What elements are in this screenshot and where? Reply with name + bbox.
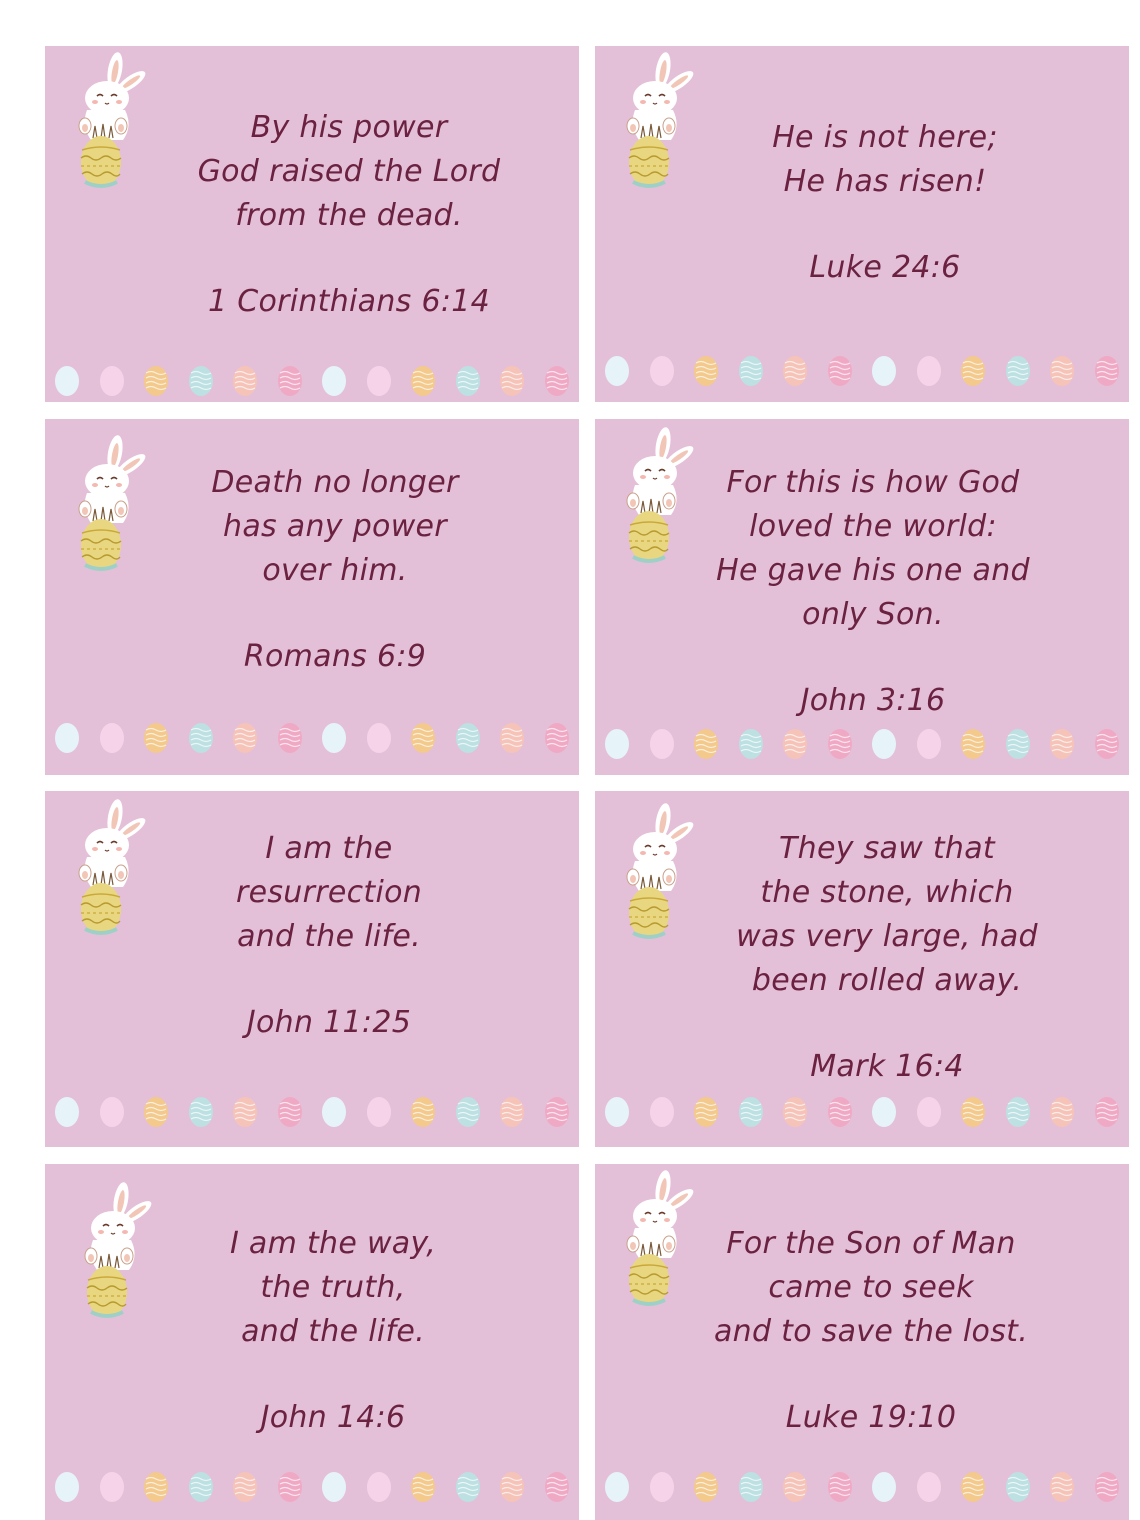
egg-border bbox=[53, 721, 571, 755]
easter-egg-icon bbox=[98, 721, 126, 755]
verse-card bbox=[45, 419, 579, 775]
verse-text bbox=[149, 106, 549, 324]
verse-reference: Romans 6:9 bbox=[243, 639, 427, 674]
verse-reference: Luke 24:6 bbox=[809, 250, 961, 285]
easter-egg-icon bbox=[915, 727, 943, 761]
easter-egg-icon bbox=[320, 364, 348, 398]
easter-egg-icon bbox=[826, 727, 854, 761]
easter-egg-icon bbox=[915, 1095, 943, 1129]
easter-egg-icon bbox=[1048, 727, 1076, 761]
easter-egg-icon bbox=[454, 1470, 482, 1504]
easter-egg-icon bbox=[1093, 1470, 1121, 1504]
verse-line: and the life. bbox=[241, 1314, 425, 1349]
easter-egg-icon bbox=[498, 1470, 526, 1504]
easter-egg-icon bbox=[1004, 727, 1032, 761]
verse-card bbox=[45, 791, 579, 1147]
easter-egg-icon bbox=[142, 1095, 170, 1129]
easter-egg-icon bbox=[498, 721, 526, 755]
bunny-on-egg-icon bbox=[59, 50, 151, 192]
verse-reference: Mark 16:4 bbox=[810, 1049, 964, 1084]
easter-egg-icon bbox=[870, 354, 898, 388]
verse-card bbox=[595, 1164, 1129, 1520]
easter-egg-icon bbox=[692, 727, 720, 761]
easter-egg-icon bbox=[320, 1095, 348, 1129]
easter-egg-icon bbox=[276, 1095, 304, 1129]
verse-text bbox=[685, 116, 1085, 290]
verse-reference: John 11:25 bbox=[246, 1005, 412, 1040]
easter-egg-icon bbox=[231, 1470, 259, 1504]
easter-egg-icon bbox=[320, 1470, 348, 1504]
easter-egg-icon bbox=[454, 364, 482, 398]
easter-egg-icon bbox=[1004, 1095, 1032, 1129]
easter-egg-icon bbox=[915, 354, 943, 388]
easter-egg-icon bbox=[276, 1470, 304, 1504]
easter-egg-icon bbox=[692, 354, 720, 388]
easter-egg-icon bbox=[454, 1095, 482, 1129]
easter-egg-icon bbox=[53, 1095, 81, 1129]
easter-egg-icon bbox=[142, 364, 170, 398]
easter-egg-icon bbox=[409, 1470, 437, 1504]
verse-line: came to seek bbox=[768, 1270, 974, 1305]
verse-line: He has risen! bbox=[783, 164, 987, 199]
verse-line: over him. bbox=[262, 553, 408, 588]
easter-egg-icon bbox=[692, 1470, 720, 1504]
verse-line: For the Son of Man bbox=[726, 1226, 1016, 1261]
easter-egg-icon bbox=[692, 1095, 720, 1129]
verse-card bbox=[45, 46, 579, 402]
easter-egg-icon bbox=[53, 721, 81, 755]
verse-line: has any power bbox=[223, 509, 447, 544]
easter-egg-icon bbox=[187, 721, 215, 755]
easter-egg-icon bbox=[231, 721, 259, 755]
verse-line: I am the bbox=[265, 831, 393, 866]
verse-line: They saw that bbox=[779, 831, 995, 866]
verse-line: Death no longer bbox=[211, 465, 459, 500]
easter-egg-icon bbox=[648, 354, 676, 388]
verse-line: was very large, had bbox=[736, 919, 1038, 954]
easter-egg-icon bbox=[648, 727, 676, 761]
verse-text bbox=[661, 1222, 1081, 1440]
easter-egg-icon bbox=[737, 1470, 765, 1504]
easter-egg-icon bbox=[187, 364, 215, 398]
easter-egg-icon bbox=[1004, 1470, 1032, 1504]
easter-egg-icon bbox=[1093, 354, 1121, 388]
easter-egg-icon bbox=[498, 364, 526, 398]
verse-text bbox=[133, 1222, 533, 1440]
verse-line: been rolled away. bbox=[751, 963, 1023, 998]
easter-egg-icon bbox=[320, 721, 348, 755]
easter-egg-icon bbox=[737, 1095, 765, 1129]
verse-text bbox=[685, 827, 1089, 1089]
egg-border bbox=[603, 1470, 1121, 1504]
verse-card bbox=[595, 46, 1129, 402]
verse-line: loved the world: bbox=[749, 509, 997, 544]
easter-egg-icon bbox=[142, 1470, 170, 1504]
easter-egg-icon bbox=[603, 727, 631, 761]
easter-egg-icon bbox=[915, 1470, 943, 1504]
verse-line: and to save the lost. bbox=[713, 1314, 1029, 1349]
easter-egg-icon bbox=[781, 727, 809, 761]
verse-line: only Son. bbox=[802, 597, 944, 632]
easter-egg-icon bbox=[737, 354, 765, 388]
easter-egg-icon bbox=[826, 1470, 854, 1504]
easter-egg-icon bbox=[409, 1095, 437, 1129]
easter-egg-icon bbox=[870, 1095, 898, 1129]
easter-egg-icon bbox=[781, 1470, 809, 1504]
easter-egg-icon bbox=[543, 721, 571, 755]
easter-egg-icon bbox=[603, 1470, 631, 1504]
verse-line: He gave his one and bbox=[716, 553, 1030, 588]
verse-text bbox=[671, 461, 1075, 723]
easter-egg-icon bbox=[187, 1095, 215, 1129]
verse-line: and the life. bbox=[237, 919, 421, 954]
easter-egg-icon bbox=[870, 727, 898, 761]
easter-egg-icon bbox=[603, 354, 631, 388]
easter-egg-icon bbox=[870, 1470, 898, 1504]
easter-egg-icon bbox=[365, 1470, 393, 1504]
easter-egg-icon bbox=[53, 1470, 81, 1504]
verse-card bbox=[45, 1164, 579, 1520]
easter-egg-icon bbox=[1093, 727, 1121, 761]
easter-egg-icon bbox=[53, 364, 81, 398]
easter-egg-icon bbox=[365, 721, 393, 755]
verse-line: I am the way, bbox=[229, 1226, 437, 1261]
verse-line: the stone, which bbox=[760, 875, 1014, 910]
easter-egg-icon bbox=[1004, 354, 1032, 388]
easter-egg-icon bbox=[648, 1095, 676, 1129]
easter-egg-icon bbox=[543, 1095, 571, 1129]
verse-line: By his power bbox=[250, 110, 448, 145]
verse-line: resurrection bbox=[235, 875, 423, 910]
easter-egg-icon bbox=[498, 1095, 526, 1129]
easter-egg-icon bbox=[365, 1095, 393, 1129]
easter-egg-icon bbox=[737, 727, 765, 761]
easter-egg-icon bbox=[98, 364, 126, 398]
verse-line: the truth, bbox=[260, 1270, 406, 1305]
easter-egg-icon bbox=[1048, 354, 1076, 388]
verse-card bbox=[595, 791, 1129, 1147]
verse-card bbox=[595, 419, 1129, 775]
easter-egg-icon bbox=[187, 1470, 215, 1504]
verse-text bbox=[129, 827, 529, 1045]
verse-reference: John 14:6 bbox=[260, 1400, 406, 1435]
easter-egg-icon bbox=[409, 364, 437, 398]
easter-egg-icon bbox=[409, 721, 437, 755]
verse-reference: John 3:16 bbox=[800, 683, 946, 718]
verse-reference: Luke 19:10 bbox=[785, 1400, 957, 1435]
verse-line: He is not here; bbox=[772, 120, 998, 155]
easter-egg-icon bbox=[543, 1470, 571, 1504]
easter-egg-icon bbox=[276, 721, 304, 755]
egg-border bbox=[603, 727, 1121, 761]
verse-line: For this is how God bbox=[726, 465, 1020, 500]
easter-egg-icon bbox=[98, 1470, 126, 1504]
egg-border bbox=[53, 1470, 571, 1504]
easter-egg-icon bbox=[454, 721, 482, 755]
easter-egg-icon bbox=[781, 354, 809, 388]
egg-border bbox=[53, 364, 571, 398]
easter-egg-icon bbox=[959, 727, 987, 761]
easter-egg-icon bbox=[648, 1470, 676, 1504]
easter-egg-icon bbox=[826, 354, 854, 388]
verse-reference: 1 Corinthians 6:14 bbox=[207, 284, 491, 319]
easter-egg-icon bbox=[1048, 1470, 1076, 1504]
easter-egg-icon bbox=[959, 1095, 987, 1129]
easter-egg-icon bbox=[142, 721, 170, 755]
egg-border bbox=[53, 1095, 571, 1129]
verse-line: God raised the Lord bbox=[197, 154, 501, 189]
easter-egg-icon bbox=[365, 364, 393, 398]
easter-egg-icon bbox=[231, 1095, 259, 1129]
easter-egg-icon bbox=[1048, 1095, 1076, 1129]
egg-border bbox=[603, 1095, 1121, 1129]
easter-egg-icon bbox=[603, 1095, 631, 1129]
easter-egg-icon bbox=[1093, 1095, 1121, 1129]
easter-egg-icon bbox=[959, 354, 987, 388]
easter-egg-icon bbox=[781, 1095, 809, 1129]
easter-egg-icon bbox=[98, 1095, 126, 1129]
easter-egg-icon bbox=[543, 364, 571, 398]
easter-egg-icon bbox=[959, 1470, 987, 1504]
verse-text bbox=[135, 461, 535, 679]
verse-line: from the dead. bbox=[235, 198, 463, 233]
egg-border bbox=[603, 354, 1121, 388]
easter-egg-icon bbox=[276, 364, 304, 398]
easter-egg-icon bbox=[826, 1095, 854, 1129]
easter-egg-icon bbox=[231, 364, 259, 398]
